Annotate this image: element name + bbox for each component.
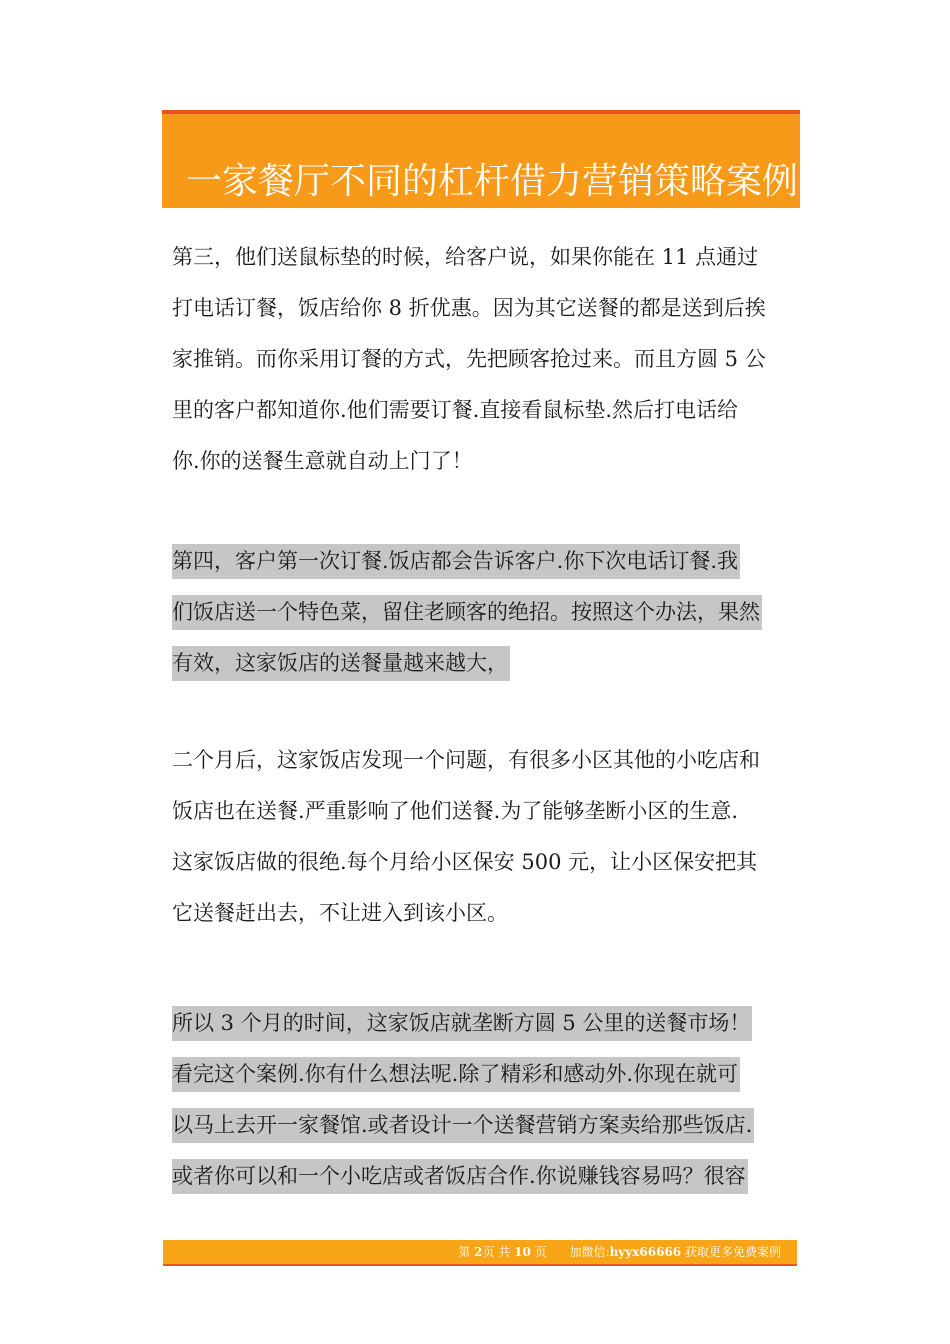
text-line: 打电话订餐，饭店给你 8 折优惠。因为其它送餐的都是送到后挨 [172,296,766,320]
text-line: 饭店也在送餐.严重影响了他们送餐.为了能够垄断小区的生意. [172,799,739,823]
text-line: 二个月后，这家饭店发现一个问题，有很多小区其他的小吃店和 [172,748,760,772]
text-line: 以马上去开一家餐馆.或者设计一个送餐营销方案卖给那些饭店. [172,1100,790,1151]
text-line: 里的客户都知道你.他们需要订餐.直接看鼠标垫.然后打电话给 [172,398,739,422]
text-line: 这家饭店做的很绝.每个月给小区保安 500 元，让小区保安把其 [172,850,758,874]
text-line: 家推销。而你采用订餐的方式，先把顾客抢过来。而且方圆 5 公 [172,347,766,371]
page-label-suffix: 页 [534,1245,547,1259]
paragraph-third [172,232,790,487]
document-title: 一家餐厅不同的杠杆借力营销策略案例 [186,161,799,203]
promo-wechat-id: hyyx66666 [609,1245,682,1259]
paragraph-two-months-later [172,735,790,939]
page-total: 10 [514,1245,531,1259]
page-label-prefix: 第 [458,1245,471,1259]
text-line: 看完这个案例.你有什么想法呢.除了精彩和感动外.你现在就可 [172,1049,790,1100]
text-line: 们饭店送一个特色菜，留住老顾客的绝招。按照这个办法，果然 [172,587,790,638]
text-line: 有效，这家饭店的送餐量越来越大， [172,638,790,689]
text-line: 第三，他们送鼠标垫的时候，给客户说，如果你能在 11 点通过 [172,245,759,269]
footer-bar [163,1240,797,1266]
text-line: 你.你的送餐生意就自动上门了！ [172,449,473,473]
page-label-mid: 页 共 [482,1245,511,1259]
page-current: 2 [474,1245,483,1259]
text-line: 或者你可以和一个小吃店或者饭店合作.你说赚钱容易吗？很容 [172,1151,790,1202]
footer-text [458,1240,781,1264]
text-line: 第四，客户第一次订餐.饭店都会告诉客户.你下次电话订餐.我 [172,536,790,587]
paragraph-conclusion-highlighted [172,998,790,1202]
text-line: 它送餐赶出去，不让进入到该小区。 [172,901,508,925]
promo-suffix: 获取更多免费案例 [684,1245,781,1259]
text-line: 所以 3 个月的时间，这家饭店就垄断方圆 5 公里的送餐市场！ [172,998,790,1049]
promo-prefix: 加微信: [569,1245,610,1259]
paragraph-fourth-highlighted [172,536,790,689]
